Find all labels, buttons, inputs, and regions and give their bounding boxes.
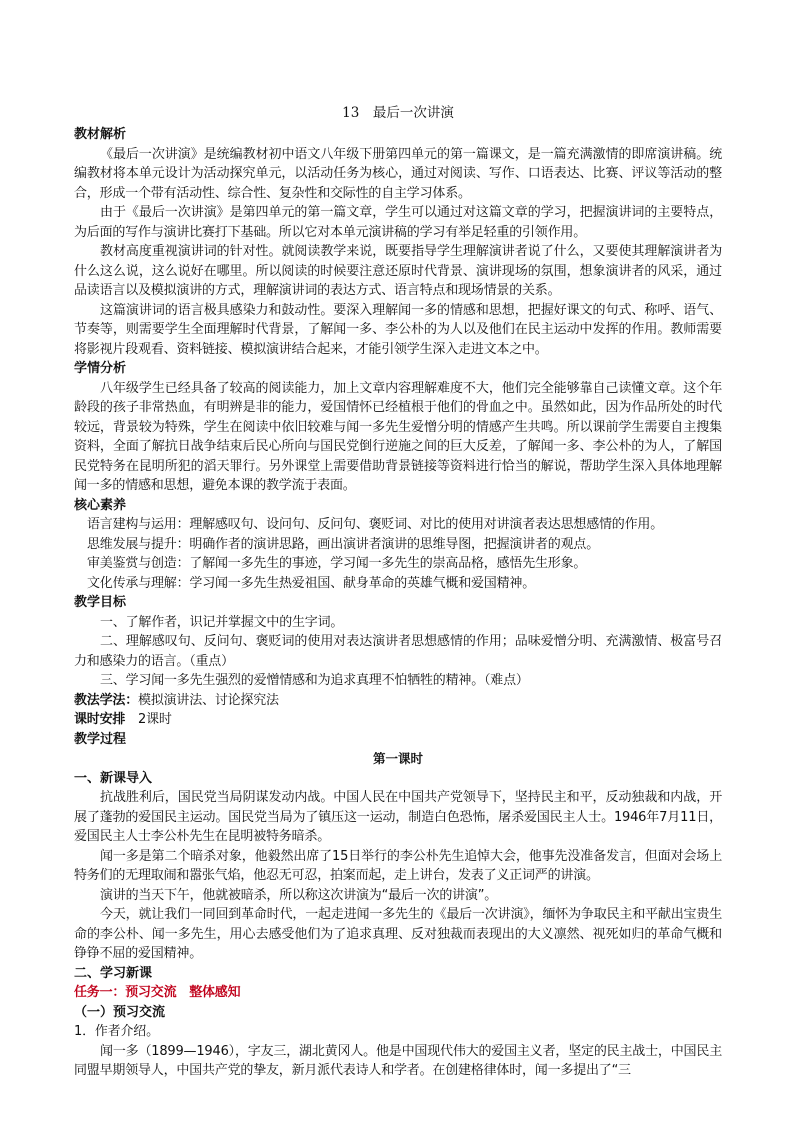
preview-heading: （一）预习交流 <box>74 1004 166 1020</box>
goal-item: 二、理解感叹句、反问句、褒贬词的使用对表达演讲者思想感情的作用；品味爱憎分明、充满激情、极富号召力和感染力的语言。（重点） <box>74 634 722 669</box>
literacy-item: 文化传承与理解：学习闻一多先生热爱祖国、献身革命的英雄气概和爱国精神。 <box>87 575 536 591</box>
schedule-label: 课时安排 <box>74 712 126 727</box>
schedule-line <box>74 710 722 730</box>
heading-intro: 一、新课导入 <box>74 770 153 786</box>
literacy-item: 语言建构与运用：理解感叹句、设问句、反问句、褒贬词、对比的使用对讲演者表达思想感情的作用。 <box>87 517 664 532</box>
document-page <box>74 103 722 1081</box>
task-one-heading: 任务一：预习交流 整体感知 <box>74 985 241 1000</box>
literacy-item: 审美鉴赏与创造：了解闻一多先生的事迹，学习闻一多先生的崇高品格，感悟先生形象。 <box>87 556 587 571</box>
heading-student-analysis: 学情分析 <box>74 361 127 376</box>
heading-teaching-goals: 教学目标 <box>74 595 127 610</box>
methods-label: 教法学法： <box>74 692 139 708</box>
paragraph: 抗战胜利后，国民党当局阴谋发动内战。中国人民在中国共产党领导下，坚持民主和平，反动独裁和内战，开展了蓬勃的爱国民主运动。国民党当局为了镇压这一运动，制造白色恐怖，屠杀爱国民主人士。1946年7月11日，爱国民主人士李公朴先生在昆明被特务暗杀。 <box>74 790 722 844</box>
paragraph: 闻一多是第二个暗杀对象，他毅然出席了15日举行的李公朴先生追悼大会，他事先没准备发言，但面对会场上特务们的无理取闹和嚣张气焰，他忍无可忍，拍案而起，走上讲台，发表了义正词严的讲演。 <box>74 848 722 883</box>
paragraph: 《最后一次讲演》是统编教材初中语文八年级下册第四单元的第一篇课文，是一篇充满激情的即席演讲稿。统编教材将本单元设计为活动探究单元，以活动任务为核心，通过对阅读、写作、口语表达、比赛、评议等活动的整合，形成一个带有活动性、综合性、复杂性和交际性的自主学习体系。 <box>74 146 722 201</box>
schedule-text: 2课时 <box>125 712 172 727</box>
author-paragraph: 闻一多（1899—1946），字友三，湖北黄冈人。他是中国现代伟大的爱国主义者，坚定的民主战士，中国民主同盟早期领导人，中国共产党的挚友，新月派代表诗人和学者。在创建格律体时，闻一多提出了“三 <box>74 1043 722 1078</box>
methods-text: 模拟演讲法、讨论探究法 <box>138 692 279 708</box>
goal-item: 三、学习闻一多先生强烈的爱憎情感和为追求真理不怕牺牲的精神。（难点） <box>100 673 529 688</box>
heading-process: 教学过程 <box>74 731 127 747</box>
heading-new-lesson: 二、学习新课 <box>74 965 153 981</box>
author-item: 1．作者介绍。 <box>74 1024 159 1039</box>
goal-item: 一、了解作者，识记并掌握文中的生字词。 <box>100 614 344 630</box>
methods-line <box>74 691 722 711</box>
heading-core-literacy: 核心素养 <box>74 497 127 513</box>
document-title: 13 最后一次讲演 <box>342 105 454 121</box>
paragraph: 演讲的当天下午，他就被暗杀，所以称这次讲演为“最后一次的讲演”。 <box>100 887 498 903</box>
paragraph: 由于《最后一次讲演》是第四单元的第一篇文章，学生可以通过对这篇文章的学习，把握演讲词的主要特点，为后面的写作与演讲比赛打下基础。所以它对本单元演讲稿的学习有举足轻重的引领作用。 <box>74 205 722 240</box>
paragraph: 今天，就让我们一同回到革命时代，一起走进闻一多先生的《最后一次讲演》，缅怀为争取民主和平献出宝贵生命的李公朴、闻一多先生，用心去感受他们为了追求真理、反对独裁而表现出的大义凛然、视死如归的革命气概和铮铮不屈的爱国精神。 <box>74 907 722 961</box>
paragraph: 八年级学生已经具备了较高的阅读能力，加上文章内容理解难度不大，他们完全能够靠自己读懂文章。这个年龄段的孩子非常热血，有明辨是非的能力，爱国情怀已经植根于他们的骨血之中。虽然如此，因为作品所处的时代较远，背景较为特殊，学生在阅读中依旧较难与闻一多先生爱憎分明的情感产生共鸣。所以课前学生需要自主搜集资料，全面了解抗日战争结束后民心所向与国民党倒行逆施之间的巨大反差，了解闻一多、李公朴的为人，了解国民党特务在昆明所犯的滔天罪行。另外课堂上需要借助背景链接等资料进行恰当的解说，帮助学生深入具体地理解闻一多的情感和思想，避免本课的教学流于表面。 <box>74 380 722 493</box>
literacy-item: 思维发展与提升：明确作者的演讲思路，画出演讲者演讲的思维导图，把握演讲者的观点。 <box>87 536 600 552</box>
paragraph: 这篇演讲词的语言极具感染力和鼓动性。要深入理解闻一多的情感和思想，把握好课文的句式、称呼、语气、节奏等，则需要学生全面理解时代背景，了解闻一多、李公朴的为人以及他们在民主运动中发挥的作用。教师需要将影视片段观看、资料链接、模拟演讲结合起来，才能引领学生深入走进文本之中。 <box>74 302 722 357</box>
heading-textbook-analysis: 教材解析 <box>74 127 127 142</box>
paragraph: 教材高度重视演讲词的针对性。就阅读教学来说，既要指导学生理解演讲者说了什么，又要使其理解演讲者为什么这么说，这么说好在哪里。所以阅读的时候要注意还原时代背景、演讲现场的氛围，想象演讲者的风采，通过品读语言以及模拟演讲的方式，理解演讲词的表达方式、语言特点和现场情景的关系。 <box>74 244 722 298</box>
lesson-one-heading: 第一课时 <box>372 751 423 766</box>
